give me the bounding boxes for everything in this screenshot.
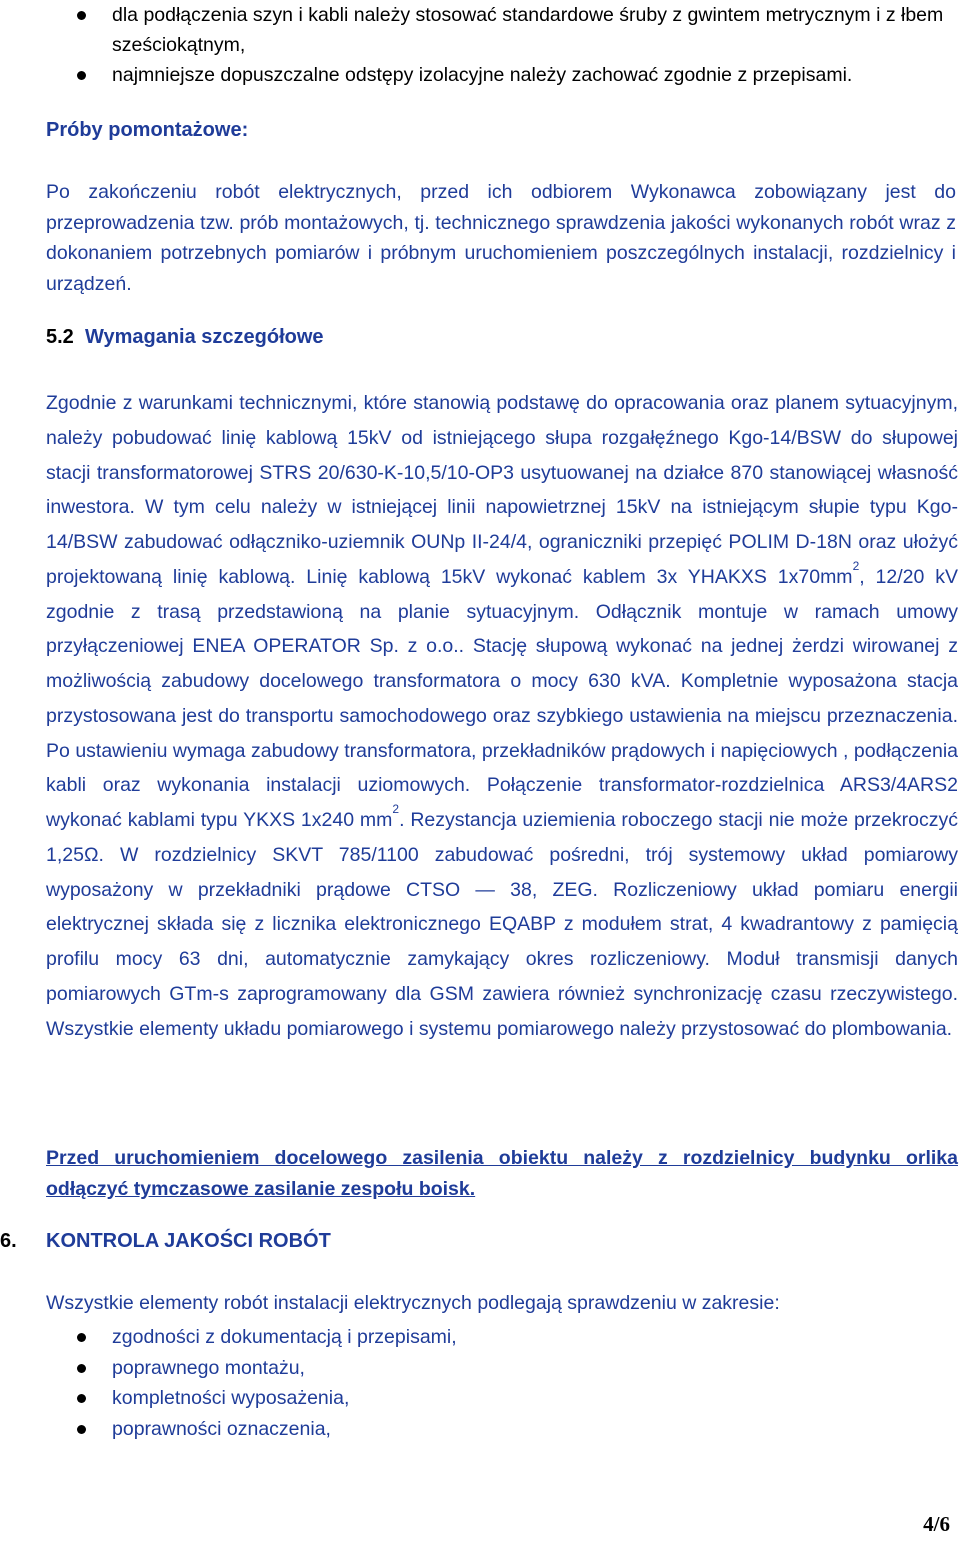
paragraph-segment: , 12/20 kV zgodnie z trasą przedstawioną na planie sytuacyjnym. Odłącznik montuje w ramach umowy przyłączeniowej ENEA OPERATOR Sp. z o.o.. Stację słupową wykonać na jednej żerdzi wirowanej z możliwością zabudowy docelowego transformatora o mocy 630 kVA. Kompletnie wyposażona stacja przystosowana jest do transportu samochodowego oraz szybkiego ustawienia na miejscu przeznaczenia. Po ustawieniu wymaga zabudowy transformatora, przekładników prądowych i napięciowych , podłączenia kabli oraz wykonania instalacji uziomowych. Połączenie transformator-rozdzielnica ARS3/4ARS2 wykonać kablami typu YKXS 1x240 mm xyxy=(46,565,958,831)
bullet-text: najmniejsze dopuszczalne odstępy izolacyjne należy zachować zgodnie z przepisami. xyxy=(112,64,853,86)
bullet-icon xyxy=(77,1364,86,1373)
quality-bullet-list xyxy=(0,1322,457,1444)
section-title: Wymagania szczegółowe xyxy=(84,326,324,348)
bullet-text: poprawnego montażu, xyxy=(112,1356,305,1379)
section-title: KONTROLA JAKOŚCI ROBÓT xyxy=(46,1230,331,1252)
page-number: 4/6 xyxy=(923,1512,950,1536)
warning-note: Przed uruchomieniem docelowego zasilenia obiektu należy z rozdzielnicy budynku orlika odłączyć tymczasowe zasilanie zespołu boisk. xyxy=(46,1147,958,1200)
list-item xyxy=(0,60,950,90)
paragraph-segment: . Rezystancja uziemienia roboczego stacji nie może przekroczyć 1,25Ω. W rozdzielnicy SKVT 785/1100 zabudować pośredni, trój systemowy układ pomiarowy wyposażony w przekładniki prądowe CTSO — 38, ZEG. Rozliczeniowy układ pomiaru energii elektrycznej składa się z licznika elektronicznego EQABP z modułem strat, 4 kwadrantowy z pamięcią profilu mocy 63 dni, automatycznie zamykający okres rozliczeniowy. Moduł transmisji danych pomiarowych GTm-s zaprogramowany dla GSM zawiera również synchronizację czasu rzeczywistego. Wszystkie elementy układu pomiarowego i systemu pomiarowego należy przystosować do plombowania. xyxy=(46,809,958,1040)
section-6-intro: Wszystkie elementy robót instalacji elektrycznych podlegają sprawdzeniu w zakresie: xyxy=(46,1292,780,1314)
bullet-icon xyxy=(77,1333,86,1342)
paragraph-segment: o-uziemnik OUNp II-24/4, ograniczniki przepięć POLIM D-18N oraz ułożyć projektowaną linię kablową. Linię kablową 15kV wykonać kablem 3x YHAKXS 1x70mm xyxy=(46,531,959,588)
proby-heading: Próby pomontażowe: xyxy=(46,119,249,141)
bullet-icon xyxy=(77,11,86,20)
bullet-text: kompletności wyposażenia, xyxy=(112,1387,350,1409)
top-bullet-list xyxy=(0,0,950,90)
proby-paragraph: Po zakończeniu robót elektrycznych, przed ich odbiorem Wykonawca zobowiązany jest do przeprowadzenia tzw. prób montażowych, tj. technicznego sprawdzenia jakości wykonanych robót wraz z dokonaniem potrzebnych pomiarów i próbnym uruchomieniem poszczególnych instalacji, rozdzielnicy i urządzeń. xyxy=(46,181,956,295)
bullet-icon xyxy=(77,71,86,80)
list-item xyxy=(0,1353,457,1384)
list-item xyxy=(0,1414,457,1445)
superscript: 2 xyxy=(852,558,860,573)
superscript: 2 xyxy=(392,802,400,816)
bullet-text: poprawności oznaczenia, xyxy=(112,1417,331,1440)
section-5-2-heading xyxy=(46,326,324,349)
bullet-text: zgodności z dokumentacją i przepisami, xyxy=(112,1326,457,1348)
list-item xyxy=(0,1383,457,1414)
section-number: 5.2 xyxy=(46,326,74,348)
section-5-2-paragraph xyxy=(46,386,958,1046)
section-number: 6. xyxy=(0,1230,17,1252)
list-item xyxy=(0,0,950,60)
list-item xyxy=(0,1322,457,1353)
paragraph-segment: Zgodnie z warunkami technicznymi, które stanowią podstawę do opracowania oraz planem sytuacyjnym, należy pobudować linię kablową 15kV od istniejącego słupa rozgałęźnego Kgo-14/BSW do słupowej stacji transformatorowej STRS 20/630-K-10,5/10-OP3 usytuowanej na działce 870 stanowiącej własność inwestora. W tym celu należy w istniejącej linii napowietrznej 15kV na istniejącym słupie typu Kgo-14/BSW zabudować odłącznik xyxy=(46,392,958,553)
bullet-icon xyxy=(77,1425,86,1434)
bullet-icon xyxy=(77,1394,86,1403)
bullet-text: dla podłączenia szyn i kabli należy stosować standardowe śruby z gwintem metrycznym i z łbem sześciokątnym, xyxy=(112,4,944,56)
